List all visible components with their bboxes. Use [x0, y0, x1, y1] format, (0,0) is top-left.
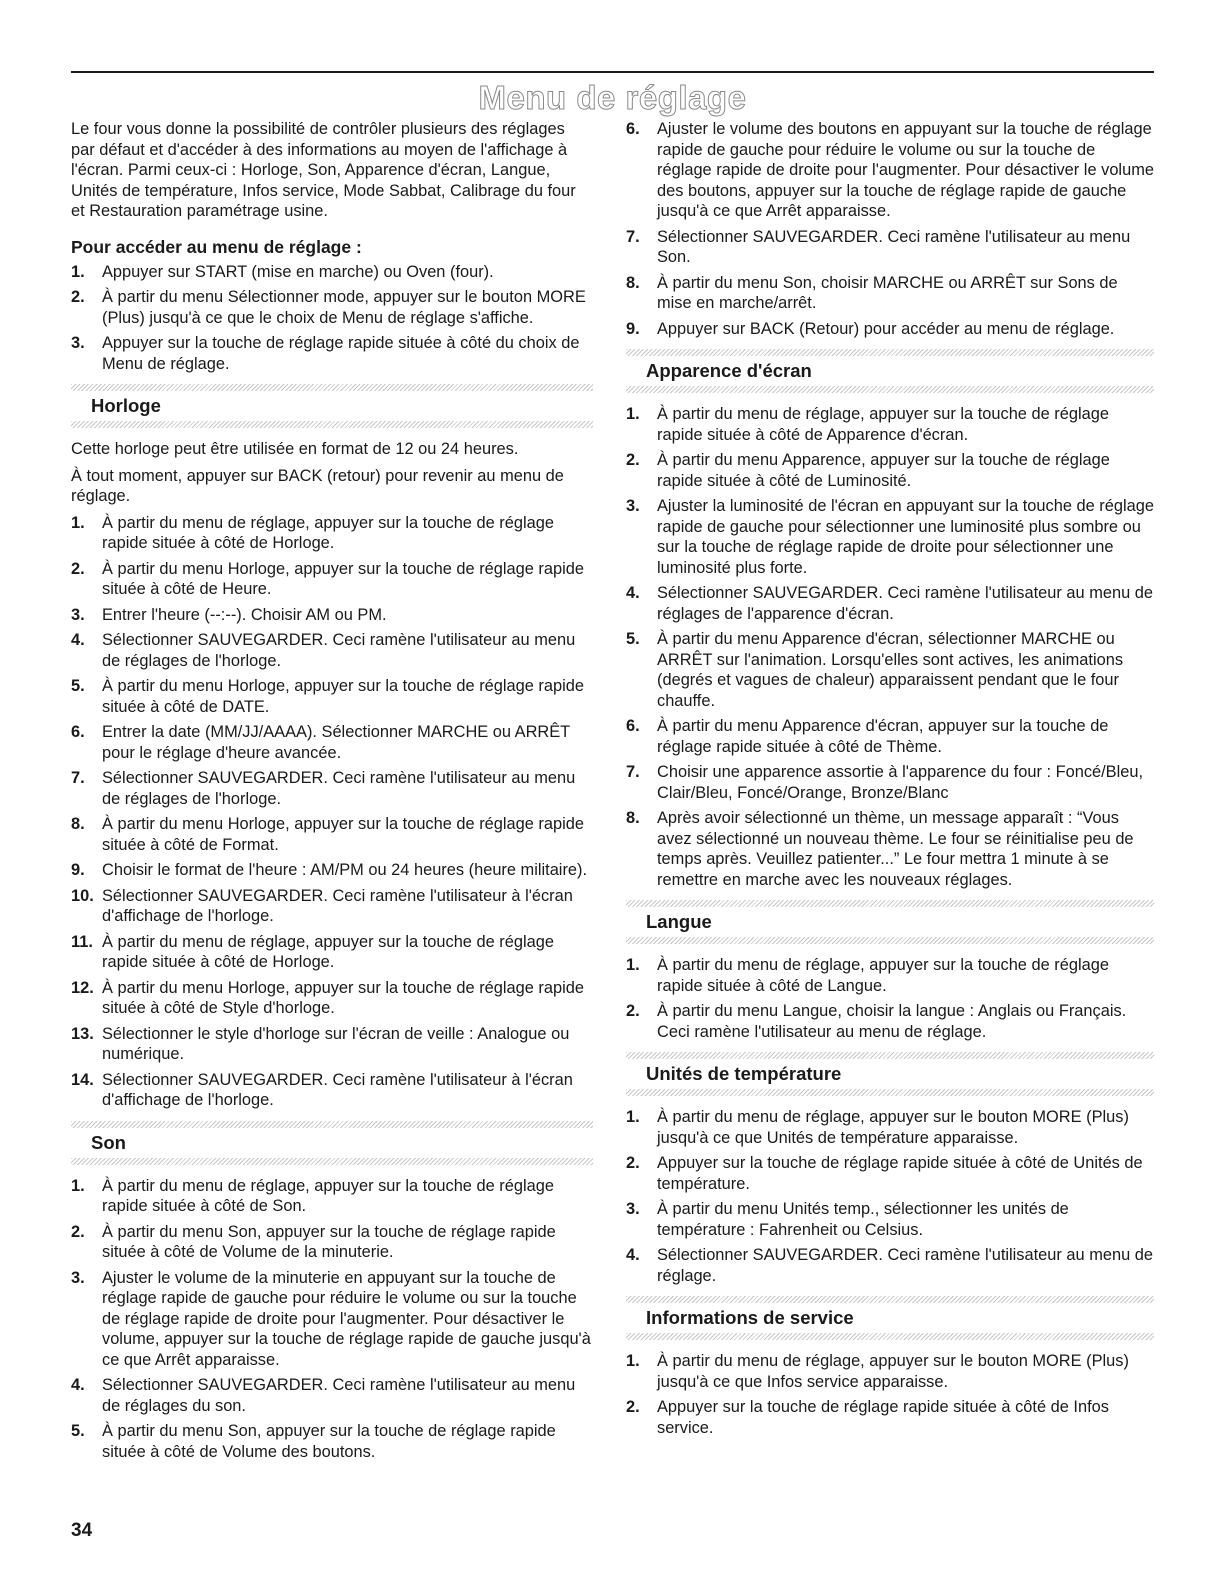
son-steps-right — [626, 119, 1154, 339]
hatch-rule — [626, 1333, 1154, 1340]
section-apparence — [626, 349, 1154, 393]
hatch-rule — [626, 349, 1154, 356]
step-text: À partir du menu Son, choisir MARCHE ou ARRÊT sur Sons de mise en marche/arrêt. — [657, 273, 1118, 312]
step-item — [626, 808, 1154, 890]
step-item — [71, 559, 593, 600]
step-item — [626, 319, 1154, 340]
hatch-rule — [626, 900, 1154, 907]
section-title-langue: Langue — [646, 911, 712, 932]
step-item — [71, 768, 593, 809]
step-text: À partir du menu Unités temp., sélectionner les unités de température : Fahrenheit ou Celsius. — [657, 1200, 1069, 1239]
step-item — [71, 630, 593, 671]
section-son — [71, 1121, 593, 1165]
step-item — [71, 676, 593, 717]
step-text: Sélectionner SAUVEGARDER. Ceci ramène l'utilisateur au menu de réglage. — [657, 1246, 1153, 1285]
step-item — [626, 1199, 1154, 1240]
step-item — [71, 886, 593, 927]
step-item — [71, 932, 593, 973]
step-text: À partir du menu de réglage, appuyer sur la touche de réglage rapide située à côté de Son. — [102, 1176, 554, 1215]
step-text: Sélectionner SAUVEGARDER. Ceci ramène l'utilisateur au menu de réglages de l'horloge. — [102, 769, 576, 808]
step-number: 2. — [71, 288, 85, 306]
page-number: 34 — [71, 1520, 93, 1541]
step-number: 6. — [71, 723, 85, 741]
step-item — [626, 1001, 1154, 1042]
step-text: Choisir une apparence assortie à l'apparence du four : Foncé/Bleu, Clair/Bleu, Foncé/Orange, Bronze/Blanc — [657, 763, 1144, 802]
step-text: À partir du menu de réglage, appuyer sur la touche de réglage rapide située à côté de Horloge. — [102, 932, 554, 971]
step-item — [626, 629, 1154, 711]
step-text: Appuyer sur START (mise en marche) ou Oven (four). — [102, 262, 494, 281]
step-number: 11. — [71, 932, 93, 951]
step-text: À partir du menu de réglage, appuyer sur la touche de réglage rapide située à côté de Apparence d'écran. — [657, 405, 1109, 444]
hatch-rule — [626, 1296, 1154, 1303]
langue-steps — [626, 955, 1154, 1042]
step-item — [71, 262, 593, 283]
section-info — [626, 1296, 1154, 1340]
step-text: À partir du menu de réglage, appuyer sur le bouton MORE (Plus) jusqu'à ce que Unités de température apparaisse. — [657, 1108, 1129, 1147]
top-rule — [71, 71, 1154, 73]
step-text: À partir du menu Apparence, appuyer sur la touche de réglage rapide située à côté de Luminosité. — [657, 451, 1110, 490]
step-number: 2. — [71, 559, 85, 578]
step-item — [71, 605, 593, 626]
step-item — [71, 722, 593, 763]
step-number: 5. — [71, 677, 85, 695]
page-title: Menu de réglage — [478, 79, 747, 116]
step-text: À partir du menu Apparence d'écran, sélectionner MARCHE ou ARRÊT sur l'animation. Lorsqu'elles sont actives, les animations (degrés et vagues de chaleur) apparaissent pendant que le four chauffe. — [657, 630, 1124, 710]
step-text: À partir du menu Horloge, appuyer sur la touche de réglage rapide située à côté de Style d'horloge. — [102, 978, 584, 1017]
step-item — [71, 1176, 593, 1217]
hatch-rule — [71, 384, 593, 391]
step-item — [626, 1351, 1154, 1392]
apparence-steps — [626, 404, 1154, 890]
step-number: 8. — [626, 273, 640, 292]
step-text: Sélectionner SAUVEGARDER. Ceci ramène l'utilisateur à l'écran d'affichage de l'horloge. — [102, 1070, 573, 1109]
step-number: 2. — [626, 451, 640, 469]
step-item — [626, 1245, 1154, 1286]
hatch-rule — [626, 1052, 1154, 1059]
step-item — [626, 496, 1154, 578]
step-text: Entrer la date (MM/JJ/AAAA). Sélectionner MARCHE ou ARRÊT pour le réglage d'heure avancée. — [102, 723, 570, 762]
step-number: 2. — [626, 1398, 640, 1416]
step-item — [71, 1268, 593, 1371]
step-text: À partir du menu Apparence d'écran, appuyer sur la touche de réglage rapide située à côté de Thème. — [657, 717, 1109, 756]
step-number: 4. — [71, 1376, 85, 1394]
step-item — [626, 1107, 1154, 1148]
unites-steps — [626, 1107, 1154, 1286]
step-number: 3. — [626, 1200, 640, 1218]
step-number: 9. — [626, 319, 640, 338]
step-number: 12. — [71, 978, 94, 997]
step-item — [626, 119, 1154, 222]
step-item — [71, 1024, 593, 1065]
step-item — [71, 333, 593, 374]
step-text: À partir du menu Son, appuyer sur la touche de réglage rapide située à côté de Volume des boutons. — [102, 1422, 556, 1461]
step-text: À partir du menu Horloge, appuyer sur la touche de réglage rapide située à côté de Format. — [102, 815, 584, 854]
step-item — [626, 1153, 1154, 1194]
step-item — [626, 955, 1154, 996]
step-number: 2. — [71, 1222, 85, 1241]
step-item — [71, 978, 593, 1019]
right-column — [626, 119, 1154, 1443]
step-text: Sélectionner SAUVEGARDER. Ceci ramène l'utilisateur au menu Son. — [657, 227, 1131, 266]
step-text: À partir du menu Son, appuyer sur la touche de réglage rapide située à côté de Volume de la minuterie. — [102, 1222, 556, 1261]
section-horloge — [71, 384, 593, 428]
step-text: À partir du menu Horloge, appuyer sur la touche de réglage rapide située à côté de Heure. — [102, 559, 584, 598]
access-steps — [71, 262, 593, 375]
step-text: Sélectionner SAUVEGARDER. Ceci ramène l'utilisateur au menu de réglages de l'apparence d'écran. — [657, 584, 1153, 623]
step-item — [626, 227, 1154, 268]
step-text: À partir du menu de réglage, appuyer sur la touche de réglage rapide située à côté de Langue. — [657, 956, 1109, 995]
step-number: 10. — [71, 886, 94, 905]
step-number: 5. — [71, 1422, 85, 1440]
step-number: 8. — [626, 809, 640, 827]
step-item — [71, 1070, 593, 1111]
step-text: À partir du menu Langue, choisir la langue : Anglais ou Français. Ceci ramène l'utilisateur au menu de réglage. — [657, 1002, 1127, 1041]
horloge-paragraph-2: À tout moment, appuyer sur BACK (retour) pour revenir au menu de réglage. — [71, 466, 564, 505]
step-number: 3. — [71, 605, 85, 624]
step-number: 1. — [71, 262, 85, 281]
step-text: Ajuster le volume des boutons en appuyant sur la touche de réglage rapide de gauche pour réduire le volume ou sur la touche de réglage rapide de droite pour l'augmenter. Pour désactiver le volume des boutons, appuyer sur la touche de réglage rapide de gauche jusqu'à ce que Arrêt apparaisse. — [657, 120, 1154, 220]
step-text: Sélectionner SAUVEGARDER. Ceci ramène l'utilisateur au menu de réglages de l'horloge. — [102, 631, 576, 670]
step-number: 9. — [71, 861, 85, 879]
son-steps-left — [71, 1176, 593, 1463]
section-title-info: Informations de service — [646, 1307, 854, 1328]
step-number: 7. — [626, 763, 640, 781]
step-number: 3. — [626, 497, 640, 515]
step-text: Sélectionner SAUVEGARDER. Ceci ramène l'utilisateur à l'écran d'affichage de l'horloge. — [102, 886, 573, 925]
section-title-horloge: Horloge — [91, 395, 161, 416]
step-item — [626, 404, 1154, 445]
step-text: Appuyer sur la touche de réglage rapide située à côté du choix de Menu de réglage. — [102, 334, 580, 373]
step-text: Après avoir sélectionné un thème, un message apparaît : “Vous avez sélectionné un nouveau thème. Le four se réinitialise peu de temps après. Veuillez patienter...” Le four mettra 1 minute à se remettre en marche avec les nouveaux réglages. — [657, 809, 1134, 889]
step-text: Sélectionner SAUVEGARDER. Ceci ramène l'utilisateur au menu de réglages du son. — [102, 1376, 576, 1415]
step-text: Appuyer sur BACK (Retour) pour accéder au menu de réglage. — [657, 319, 1115, 338]
step-number: 4. — [626, 1246, 640, 1264]
step-number: 2. — [626, 1154, 640, 1172]
step-number: 3. — [71, 334, 85, 352]
step-number: 7. — [626, 227, 640, 246]
step-number: 2. — [626, 1002, 640, 1020]
section-unites — [626, 1052, 1154, 1096]
step-item — [626, 583, 1154, 624]
step-number: 3. — [71, 1268, 85, 1287]
step-item — [71, 1375, 593, 1416]
step-number: 4. — [626, 584, 640, 602]
step-item — [626, 1397, 1154, 1438]
hatch-rule — [71, 1158, 593, 1165]
step-number: 7. — [71, 769, 85, 787]
step-text: Entrer l'heure (--:--). Choisir AM ou PM. — [102, 605, 387, 624]
step-item — [71, 287, 593, 328]
step-text: À partir du menu Sélectionner mode, appuyer sur le bouton MORE (Plus) jusqu'à ce que le choix de Menu de réglage s'affiche. — [102, 288, 586, 327]
step-number: 1. — [626, 405, 640, 423]
step-item — [626, 716, 1154, 757]
section-langue — [626, 900, 1154, 944]
step-number: 1. — [626, 956, 640, 974]
step-number: 1. — [71, 513, 85, 532]
hatch-rule — [626, 386, 1154, 393]
step-text: Sélectionner le style d'horloge sur l'écran de veille : Analogue ou numérique. — [102, 1024, 570, 1063]
step-number: 5. — [626, 630, 640, 648]
step-number: 6. — [626, 717, 640, 735]
step-item — [626, 450, 1154, 491]
info-steps — [626, 1351, 1154, 1438]
step-item — [71, 513, 593, 554]
step-text: À partir du menu de réglage, appuyer sur la touche de réglage rapide située à côté de Horloge. — [102, 513, 554, 552]
hatch-rule — [71, 1121, 593, 1128]
step-item — [71, 1222, 593, 1263]
step-item — [626, 273, 1154, 314]
step-item — [71, 860, 593, 881]
step-number: 1. — [626, 1108, 640, 1126]
left-column — [71, 119, 593, 1467]
step-text: À partir du menu Horloge, appuyer sur la touche de réglage rapide située à côté de DATE. — [102, 677, 584, 716]
step-item — [626, 762, 1154, 803]
step-number: 1. — [626, 1352, 640, 1370]
step-text: Appuyer sur la touche de réglage rapide située à côté de Unités de température. — [657, 1154, 1143, 1193]
step-text: Choisir le format de l'heure : AM/PM ou 24 heures (heure militaire). — [102, 861, 588, 879]
step-number: 1. — [71, 1176, 85, 1195]
step-text: Appuyer sur la touche de réglage rapide située à côté de Infos service. — [657, 1398, 1109, 1437]
hatch-rule — [626, 1089, 1154, 1096]
section-title-apparence: Apparence d'écran — [646, 360, 812, 381]
step-item — [71, 1421, 593, 1462]
step-number: 6. — [626, 120, 640, 138]
hatch-rule — [626, 937, 1154, 944]
hatch-rule — [71, 421, 593, 428]
section-title-son: Son — [91, 1131, 126, 1153]
horloge-steps — [71, 513, 593, 1111]
step-text: À partir du menu de réglage, appuyer sur le bouton MORE (Plus) jusqu'à ce que Infos service apparaisse. — [657, 1352, 1129, 1391]
step-number: 14. — [71, 1070, 94, 1089]
intro-paragraph: Le four vous donne la possibilité de contrôler plusieurs des réglages par défaut et d'accéder à des informations au moyen de l'affichage à l'écran. Parmi ceux-ci : Horloge, Son, Apparence d'écran, Langue, Unités de température, Infos service, Mode Sabbat, Calibrage du four et Restauration paramétrage usine. — [71, 120, 576, 220]
step-text: Ajuster la luminosité de l'écran en appuyant sur la touche de réglage rapide de gauche pour sélectionner une luminosité plus sombre ou sur la touche de réglage rapide de droite pour sélectionner une luminosité plus forte. — [657, 497, 1154, 577]
step-text: Ajuster le volume de la minuterie en appuyant sur la touche de réglage rapide de gauche pour réduire le volume ou sur la touche de réglage rapide de droite pour l'augmenter. Pour désactiver le volume, appuyer sur la touche de réglage rapide de gauche jusqu'à ce que Arrêt apparaisse. — [102, 1268, 591, 1369]
access-heading: Pour accéder au menu de réglage : — [71, 236, 362, 257]
step-number: 13. — [71, 1024, 94, 1043]
step-number: 8. — [71, 815, 85, 833]
horloge-paragraph-1: Cette horloge peut être utilisée en format de 12 ou 24 heures. — [71, 440, 519, 458]
section-title-unites: Unités de température — [646, 1063, 842, 1084]
step-number: 4. — [71, 631, 85, 649]
step-item — [71, 814, 593, 855]
